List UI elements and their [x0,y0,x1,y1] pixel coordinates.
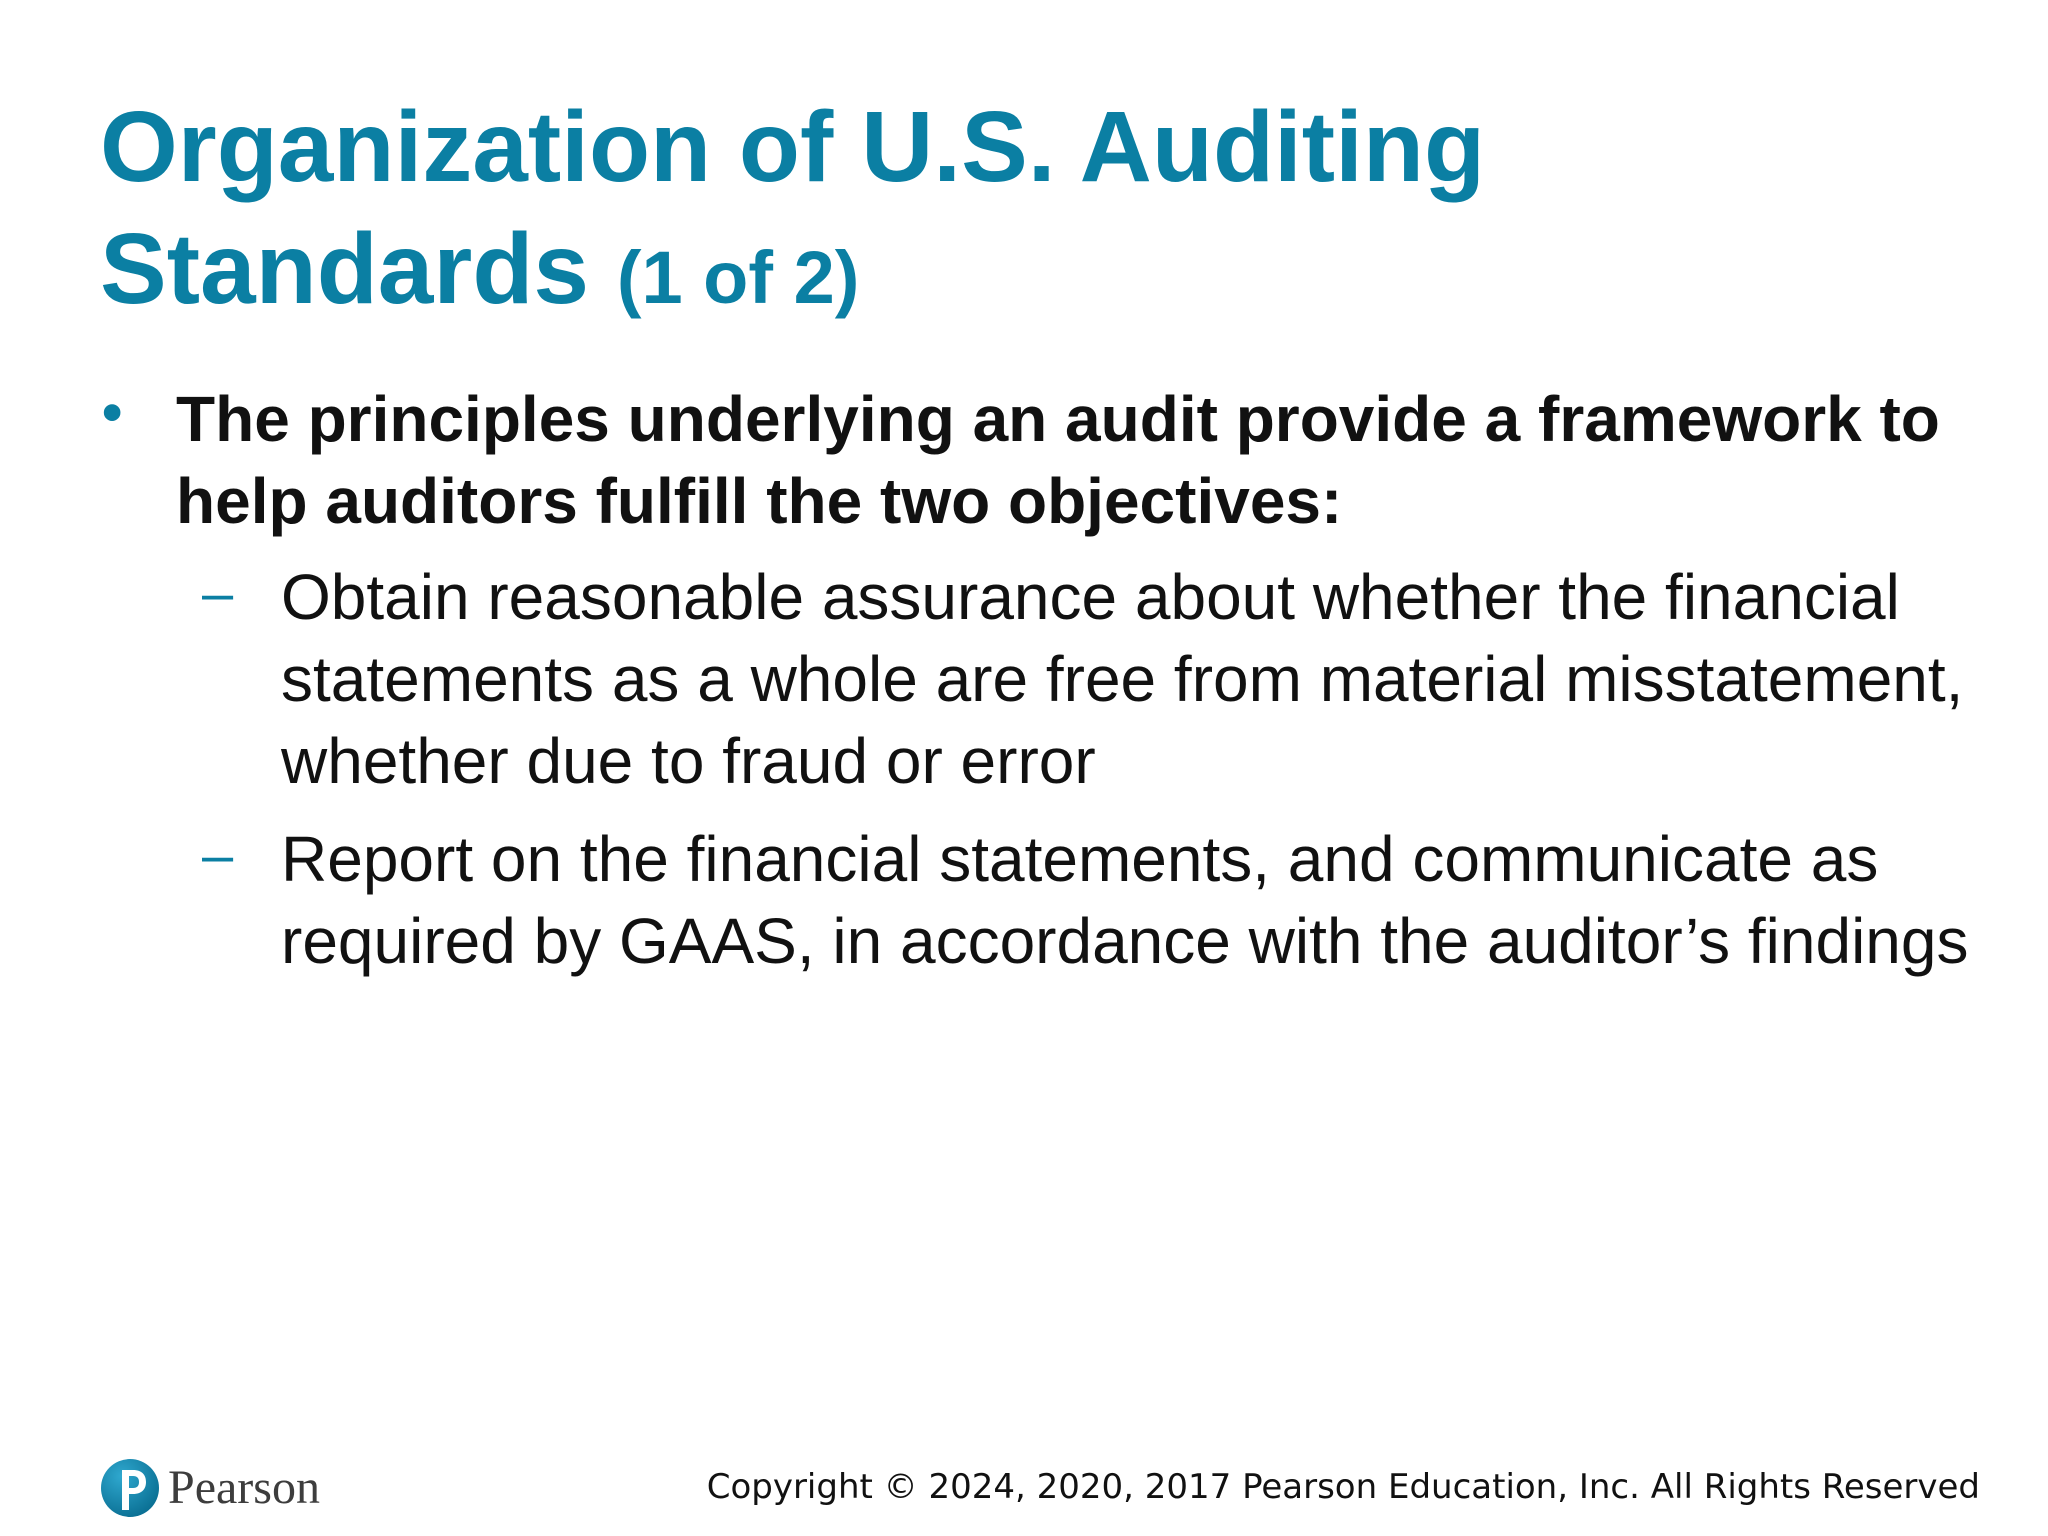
dash-icon: – [202,823,234,886]
slide-title-suffix: (1 of 2) [616,236,860,319]
pearson-logo-icon [100,1452,160,1524]
pearson-logo-text: Pearson [168,1461,320,1514]
dash-icon: – [202,561,234,624]
bullet-dot-icon: • [102,380,123,445]
sub-bullet-list [100,556,1980,982]
sub-bullet-text: Report on the financial statements, and communicate as required by GAAS, in accordance with the auditor’s findings [281,823,1969,977]
slide-content [100,378,1980,998]
copyright-notice: Copyright © 2024, 2020, 2017 Pearson Education, Inc. All Rights Reserved [706,1467,1980,1507]
sub-bullet-text: Obtain reasonable assurance about whether the financial statements as a whole are free from material misstatement, whether due to fraud or error [281,561,1964,797]
sub-bullet-item [100,556,1980,802]
bullet-item [100,378,1980,542]
bullet-text: The principles underlying an audit provide a framework to help auditors fulfill the two objectives: [176,383,1940,537]
slide-title [100,86,1900,339]
sub-bullet-item [100,818,1980,982]
pearson-logo [100,1452,320,1524]
slide-title-text: Organization of U.S. Auditing Standards [100,91,1486,325]
